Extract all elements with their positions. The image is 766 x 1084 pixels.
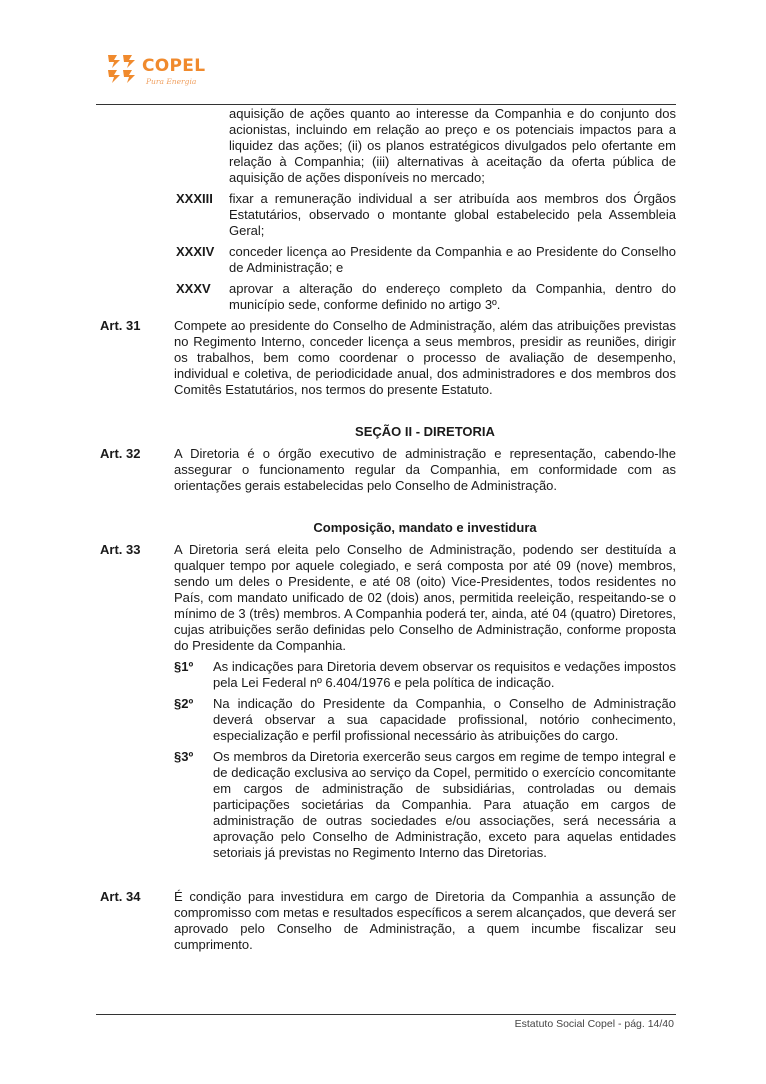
item-text: aprovar a alteração do endereço completo da Companhia, dentro do município sede, conforme definido no artigo 3º. [229, 281, 676, 312]
copel-logo [106, 52, 226, 96]
article-text: Compete ao presidente do Conselho de Administração, além das atribuições previstas no Regimento Interno, conceder licença a seus membros, presidir as reuniões, dirigir os trabalhos, bem como coordenar o processo de avaliação de desempenho, individual e coletiva, de periodicidade anual, dos administradores e dos membros dos Comitês Estatutários, nos termos do presente Estatuto. [174, 318, 676, 397]
paragraph-text: Na indicação do Presidente da Companhia, o Conselho de Administração deverá observar a sua capacidade profissional, notório conhecimento, especialização e perfil profissional necessário às atribuições do cargo. [213, 696, 676, 743]
list-item [100, 191, 676, 239]
article-label: Art. 32 [100, 446, 141, 461]
logo-wordmark: COPEL [142, 56, 206, 76]
paragraph-item [100, 696, 676, 744]
article-text: A Diretoria é o órgão executivo de administração e representação, cabendo-lhe assegurar o funcionamento regular da Companhia, em conformidade com as orientações gerais estabelecidas pelo Conselho de Administração. [174, 446, 676, 493]
copel-logo-icon [106, 52, 140, 86]
continuation-paragraph: aquisição de ações quanto ao interesse da Companhia e do conjunto dos acionistas, incluindo em relação ao preço e os potenciais impactos para a liquidez das ações; (ii) os planos estratégicos divulgados pelo ofertante em relação à Companhia; (iii) alternativas à aceitação da oferta pública de aquisição de ações disponíveis no mercado; [229, 106, 676, 185]
list-item [100, 244, 676, 276]
item-label: XXXIII [176, 191, 213, 206]
item-label: XXXIV [176, 244, 215, 259]
paragraph-item [100, 749, 676, 861]
section-title: SEÇÃO II - DIRETORIA [355, 424, 495, 439]
paragraph-label: §1º [174, 659, 194, 674]
page-footer: Estatuto Social Copel - pág. 14/40 [514, 1018, 674, 1030]
paragraph-text: Os membros da Diretoria exercerão seus cargos em regime de tempo integral e de dedicação exclusiva ao serviço da Copel, permitido o exercício concomitante em cargos de administração de subsidiárias, controladas ou demais participações societárias da Companhia. Para atuação em cargos de administração de outras sociedades e/ou associações, será necessária a aprovação pelo Conselho de Administração, exceto para aquelas entidades setoriais já previstas no Regimento Interno das Diretorias. [213, 749, 676, 860]
paragraph-item [100, 659, 676, 691]
logo-tagline: Pura Energia [146, 77, 197, 86]
article-32 [100, 446, 676, 494]
article-31 [100, 318, 676, 398]
item-label: XXXV [176, 281, 211, 296]
header-divider [96, 104, 676, 105]
footer-divider [96, 1014, 676, 1015]
item-text: fixar a remuneração individual a ser atribuída aos membros dos Órgãos Estatutários, observado o montante global estabelecido pela Assembleia Geral; [229, 191, 676, 238]
document-body [100, 106, 676, 953]
paragraph-label: §2º [174, 696, 194, 711]
article-text: É condição para investidura em cargo de Diretoria da Companhia a assunção de compromisso com metas e resultados específicos a serem alcançados, que deverá ser aprovado pelo Conselho de Administração, a quem incumbe fiscalizar seu cumprimento. [174, 889, 676, 952]
item-text: conceder licença ao Presidente da Companhia e ao Presidente do Conselho de Administração; e [229, 244, 676, 275]
paragraph-label: §3º [174, 749, 194, 764]
article-33 [100, 542, 676, 654]
article-34 [100, 889, 676, 953]
article-label: Art. 31 [100, 318, 141, 333]
list-item [100, 281, 676, 313]
article-text: A Diretoria será eleita pelo Conselho de Administração, podendo ser destituída a qualquer tempo por aquele colegiado, e será composta por até 09 (nove) membros, sendo um deles o Presidente, e até 08 (oito) Vice-Presidentes, todos residentes no País, com mandato unificado de 02 (dois) anos, permitida reeleição, respeitando-se o mínimo de 3 (três) membros. A Companhia poderá ter, ainda, até 04 (quatro) Diretores, cujas atribuições serão definidas pelo Conselho de Administração, conforme proposta do Presidente da Companhia. [174, 542, 676, 653]
paragraph-text: As indicações para Diretoria devem observar os requisitos e vedações impostos pela Lei Federal nº 6.404/1976 e pela política de indicação. [213, 659, 676, 690]
subsection-title: Composição, mandato e investidura [313, 520, 537, 535]
article-label: Art. 33 [100, 542, 141, 557]
article-label: Art. 34 [100, 889, 141, 904]
